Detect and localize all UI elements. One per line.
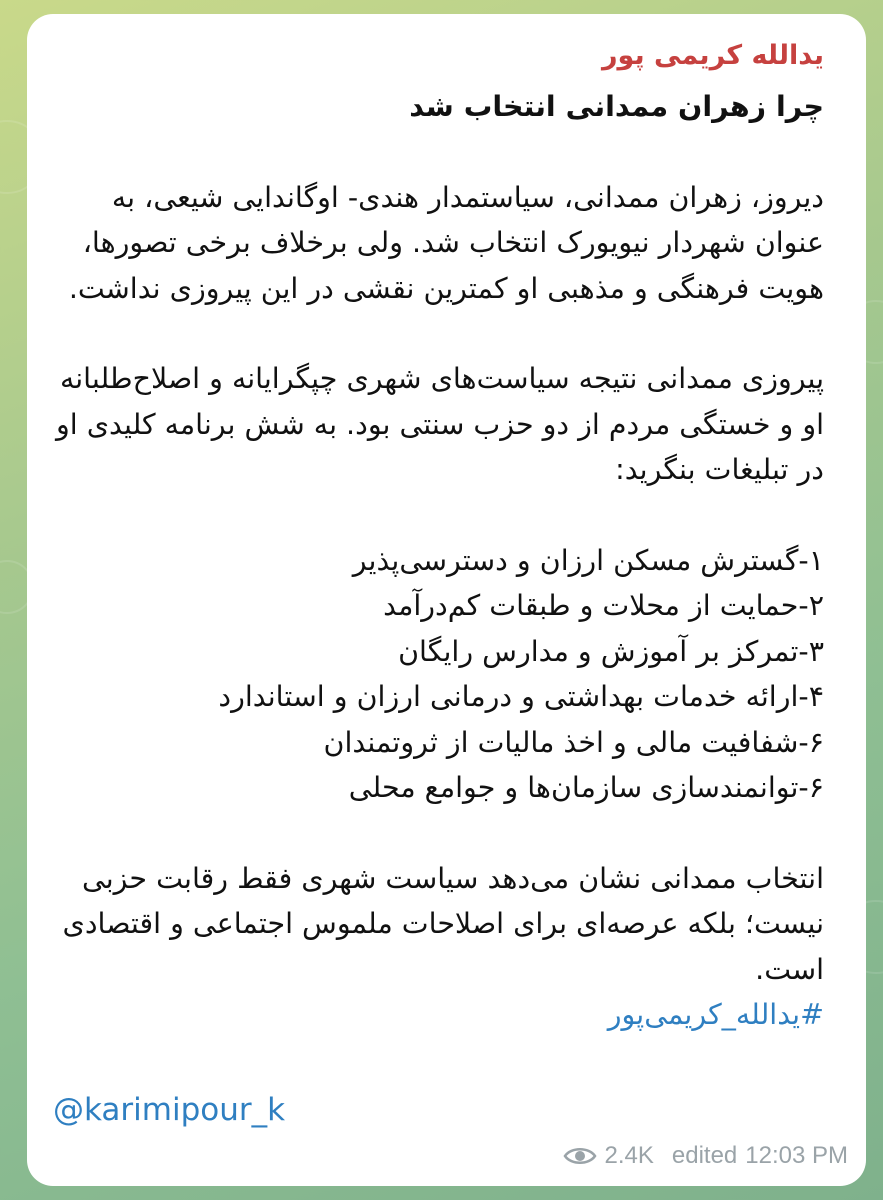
message-bubble (27, 14, 866, 1186)
sender-name[interactable]: یدالله کریمی پور (602, 40, 824, 71)
message-closing: انتخاب ممدانی نشان می‌دهد سیاست شهری فقط رقابت حزبی نیست؛ بلکه عرصه‌ای برای اصلاحات ملموس اجتماعی و اقتصادی است. (62, 861, 824, 986)
program-item-5: ۶-شفافیت مالی و اخذ مالیات از ثروتمندان (323, 725, 824, 759)
program-list (34, 538, 824, 811)
program-item-2: ۲-حمایت از محلات و طبقات کم‌درآمد (383, 589, 824, 622)
program-item-6: ۶-توانمندسازی سازمان‌ها و جوامع محلی (348, 771, 824, 804)
message-title: چرا زهران ممدانی انتخاب شد (409, 90, 824, 123)
channel-handle-link[interactable]: @karimipour_k (53, 1092, 286, 1128)
hashtag-link[interactable]: #یدالله_کریمی‌پور (607, 998, 824, 1031)
message-meta (563, 1142, 849, 1170)
message-text (34, 84, 824, 1038)
message-paragraph-1: دیروز، زهران ممدانی، سیاستمدار هندی- اوگاندایی شیعی، به عنوان شهردار نیویورک انتخاب شد. ولی برخلاف برخی تصورها، هویت فرهنگی و مذهبی او کمترین نقشی در این پیروزی نداشت. (68, 180, 824, 305)
program-item-1: ۱-گسترش مسکن ارزان و دسترسی‌پذیر (352, 543, 824, 577)
eye-icon (563, 1145, 597, 1167)
program-item-3: ۳-تمرکز بر آموزش و مدارس رایگان (398, 634, 824, 668)
edited-label: edited (671, 1142, 738, 1169)
program-item-4: ۴-ارائه خدمات بهداشتی و درمانی ارزان و استاندارد (218, 680, 824, 713)
message-paragraph-2: پیروزی ممدانی نتیجه سیاست‌های شهری چپگرایانه و اصلاح‌طلبانه او و خستگی مردم از دو حزب سنتی بود. به شش برنامه کلیدی او در تبلیغات بنگرید: (55, 362, 824, 486)
view-count: 2.4K (604, 1142, 654, 1169)
message-time: 12:03 PM (745, 1142, 848, 1169)
